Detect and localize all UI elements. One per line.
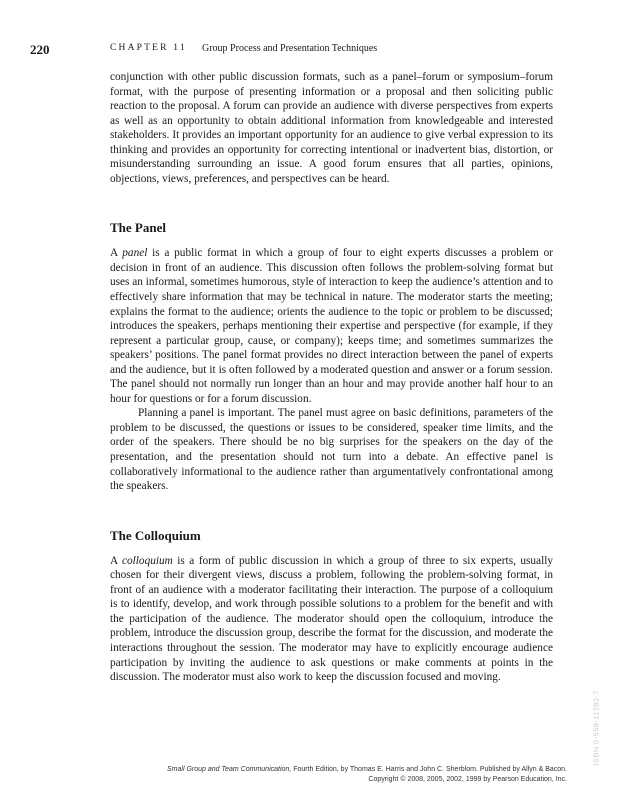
footer-line-1 <box>167 765 567 775</box>
panel-heading: The Panel <box>110 220 166 236</box>
panel-lead: A <box>110 247 123 260</box>
isbn-watermark: ISBN 0-558-11262-7 <box>591 690 600 766</box>
page-body <box>110 70 553 685</box>
chapter-label: CHAPTER 11 <box>110 43 187 53</box>
footer-line-2: Copyright © 2008, 2005, 2002, 1999 by Pearson Education, Inc. <box>368 775 567 783</box>
panel-paragraph-1 <box>110 246 553 406</box>
panel-paragraph-2: Planning a panel is important. The panel must agree on basic definitions, parameters of the problem to be discussed, the questions or issues to be considered, speaker time limits, and the order of the speakers. There should be no big surprises for the speakers on the day of the presentation, and the presentation should not turn into a debate. An effective panel is collaboratively informational to the audience rather than argumentatively confrontational among the speakers. <box>110 407 553 493</box>
colloquium-heading: The Colloquium <box>110 527 201 543</box>
panel-body: is a public format in which a group of four to eight experts discusses a problem or decision in front of an audience. This discussion often follows the problem-solving format but uses an informal, sometimes humorous, style of interaction to keep the audience’s attention and to effectively share information that may be technical in nature. The moderator starts the meeting; explains the format to the audience; orients the audience to the topic or problem to be discussed; introduces the speakers, perhaps mentioning their expertise and perspective (for example, if they represent a particular group, cause, or company); keeps time; and sometimes summarizes the speakers’ positions. The panel format provides no direct interaction between the panel of experts and the audience, but it is often followed by a moderated question and answer or a forum session. The panel should not normally run longer than an hour and may provide another half hour to an hour for questions or for a forum discussion. <box>110 247 553 405</box>
footer-publication: Fourth Edition, by Thomas E. Harris and John C. Sherblom. Published by Allyn & Bacon. <box>291 766 567 773</box>
footer-book-title: Small Group and Team Communication, <box>167 766 292 773</box>
colloquium-term: colloquium <box>121 554 173 567</box>
colloquium-paragraph <box>110 554 553 685</box>
copyright-footer <box>167 765 567 784</box>
colloquium-body: is a form of public discussion in which a group of three to six experts, usually chosen for their divergent views, discuss a problem, following the problem-solving format, in front of an audience with a moderator facilitating their interaction. The purpose of a colloquium is to identify, develop, and work through possible solutions to a problem for the benefit and with the participation of the audience. The moderator should open the colloquium, introduce the problem, introduce the discussion group, describe the format for the discussion, and moderate the interactions throughout the session. The moderator may have to explicitly encourage audience participation by inviting the audience to ask questions or make comments at points in the discussion. The moderator must also work to keep the discussion focused and moving. <box>110 554 553 684</box>
running-header <box>30 42 587 58</box>
panel-term: panel <box>122 247 148 260</box>
chapter-title: Group Process and Presentation Techniques <box>202 43 378 54</box>
page-number: 220 <box>30 42 50 57</box>
colloquium-lead: A <box>110 554 122 567</box>
intro-paragraph: conjunction with other public discussion formats, such as a panel–forum or symposium–forum format, with the purpose of presenting information or a proposal and then soliciting public reaction to the proposal. A forum can provide an audience with diverse perspectives from experts as well as an opportunity to obtain additional information from knowledgeable and interested stakeholders. It provides an important opportunity for an audience to give verbal expression to its thinking and provides an opportunity for correcting intentional or inadvertent bias, distortion, or misunderstanding surrounding an issue. A good forum ensures that all parties, opinions, objections, views, preferences, and perspectives can be heard. <box>110 71 553 185</box>
